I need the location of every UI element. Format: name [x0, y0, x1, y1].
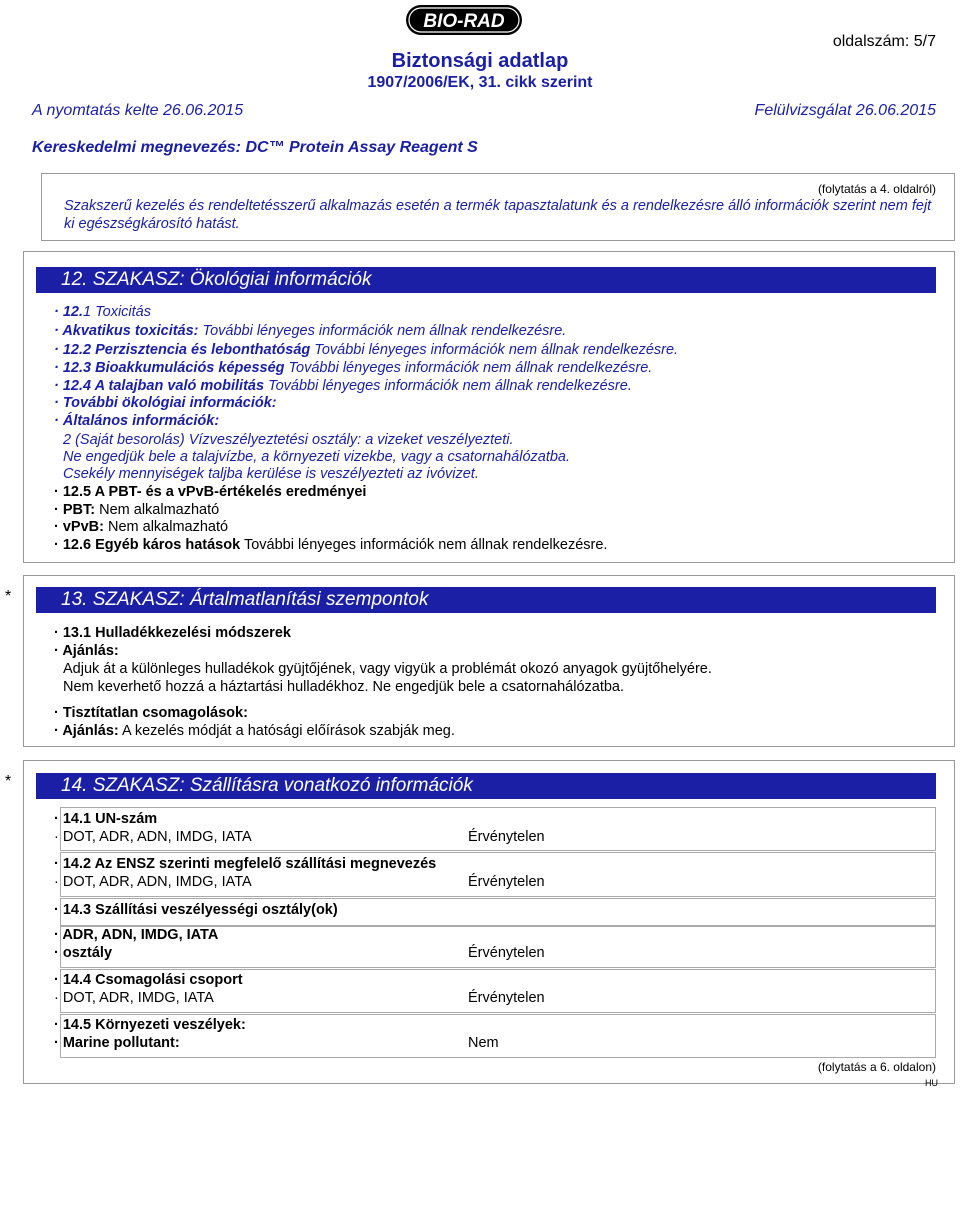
vpvb-line: · vPvB: Nem alkalmazható [54, 519, 229, 535]
continued-from: (folytatás a 4. oldalról) [817, 182, 936, 196]
shipping-name-value: Érvénytelen [468, 874, 545, 890]
section-12-title: 12. SZAKASZ: Ökológiai információk [61, 269, 372, 290]
general-info-line-2: Ne engedjük bele a talajvízbe, a környezeti vizekbe, vagy a csatornahálózatba. [63, 449, 571, 465]
hazard-class-value: Érvénytelen [468, 945, 545, 961]
un-number-row: · DOT, ADR, ADN, IMDG, IATA [54, 829, 252, 845]
date-row [32, 102, 936, 120]
general-info: · Általános információk: [54, 413, 220, 429]
toxicity-heading: · 12.1 Toxicitás [54, 304, 151, 320]
environmental-heading: · 14.5 Környezeti veszélyek: [54, 1017, 246, 1033]
page-number: oldalszám: 5/7 [832, 33, 936, 50]
general-info-line-1: 2 (Saját besorolás) Vízveszélyeztetési osztály: a vizeket veszélyezteti. [63, 432, 514, 448]
revision-date: Felülvizsgálat 26.06.2015 [754, 102, 936, 119]
section-12 [23, 251, 955, 563]
general-info-line-3: Csekély mennyiségek taljba kerülése is veszélyezteti az ivóvizet. [63, 466, 479, 482]
pbt-assessment-heading: · 12.5 A PBT- és a vPvB-értékelés eredményei [54, 484, 367, 500]
shipping-name-row: · DOT, ADR, ADN, IMDG, IATA [54, 874, 252, 890]
section-14 [23, 760, 955, 1084]
un-number-heading: · 14.1 UN-szám [54, 811, 158, 827]
acute-toxicity-line: · Akvatikus toxicitás: További lényeges információk nem állnak rendelkezésre. [54, 323, 567, 339]
pbt-line: · PBT: Nem alkalmazható [54, 502, 220, 518]
marine-pollutant-value: Nem [468, 1035, 499, 1051]
section-13-revision-mark: * [5, 588, 12, 605]
marine-pollutant-row: · Marine pollutant: [54, 1035, 180, 1051]
trade-name: Kereskedelmi megnevezés: DC™ Protein Assay Reagent S [32, 139, 478, 156]
continuation-box [41, 173, 955, 241]
packing-group-heading: · 14.4 Csomagolási csoport [54, 972, 243, 988]
uncleaned-packaging: · Tisztítatlan csomagolások: [54, 705, 248, 721]
section-12-title-bar [36, 267, 936, 293]
section-14-revision-mark: * [5, 773, 12, 790]
bio-rad-logo [405, 4, 523, 36]
section-13-title-bar [36, 587, 936, 613]
section-13 [23, 575, 955, 747]
language-code: HU [925, 1078, 938, 1088]
intro-text: Szakszerű kezelés és rendeltetésszerű alkalmazás esetén a termék tapasztalatunk és a rendelkezésre álló információk szerint nem fejt ki egészségkárosító hatást. [64, 198, 932, 232]
hazard-class-heading: · 14.3 Szállítási veszélyességi osztály(ok) [54, 902, 338, 918]
further-eco-info: · További ökológiai információk: [54, 395, 277, 411]
packing-group-value: Érvénytelen [468, 990, 545, 1006]
section-13-title: 13. SZAKASZ: Ártalmatlanítási szempontok [61, 589, 429, 610]
packaging-recommendation: · Ajánlás: A kezelés módját a hatósági előírások szabják meg. [54, 723, 455, 739]
section-14-title-bar [36, 773, 936, 799]
print-date: A nyomtatás kelte 26.06.2015 [32, 102, 244, 119]
hazard-class-row-2: · osztály [54, 945, 113, 961]
regulation-reference: 1907/2006/EK, 31. cikk szerint [367, 74, 593, 91]
recommendation-line-2: Nem keverhető hozzá a háztartási hulladékhoz. Ne engedjük bele a csatornahálózatba. [63, 679, 625, 695]
recommendation-line-1: Adjuk át a különleges hulladékok gyüjtőjének, vagy vigyük a problémát okozó anyagok gyüjtőhelyére. [63, 661, 712, 677]
shipping-name-heading: · 14.2 Az ENSZ szerinti megfelelő szállítási megnevezés [54, 856, 437, 872]
mobility-line: · 12.4 A talajban való mobilitás További lényeges információk nem állnak rendelkezésre. [54, 378, 632, 394]
waste-methods-heading: · 13.1 Hulladékkezelési módszerek [54, 625, 291, 641]
section-14-title: 14. SZAKASZ: Szállításra vonatkozó információk [61, 775, 473, 796]
other-effects-line: · 12.6 Egyéb káros hatások További lényeges információk nem állnak rendelkezésre. [54, 537, 608, 553]
packing-group-row: · DOT, ADR, IMDG, IATA [54, 990, 214, 1006]
document-title: Biztonsági adatlap [391, 50, 569, 72]
persistence-line: · 12.2 Perzisztencia és lebonthatóság További lényeges információk nem állnak rendelkezésre. [54, 342, 679, 358]
hazard-class-row-1: · ADR, ADN, IMDG, IATA [54, 927, 219, 943]
un-number-value: Érvénytelen [468, 829, 545, 845]
bioaccumulation-line: · 12.3 Bioakkumulációs képesség További lényeges információk nem állnak rendelkezésre. [54, 360, 653, 376]
logo-text: BIO-RAD [423, 11, 505, 32]
continued-to: (folytatás a 6. oldalon) [817, 1060, 936, 1074]
recommendation-label: · Ajánlás: [54, 643, 119, 659]
